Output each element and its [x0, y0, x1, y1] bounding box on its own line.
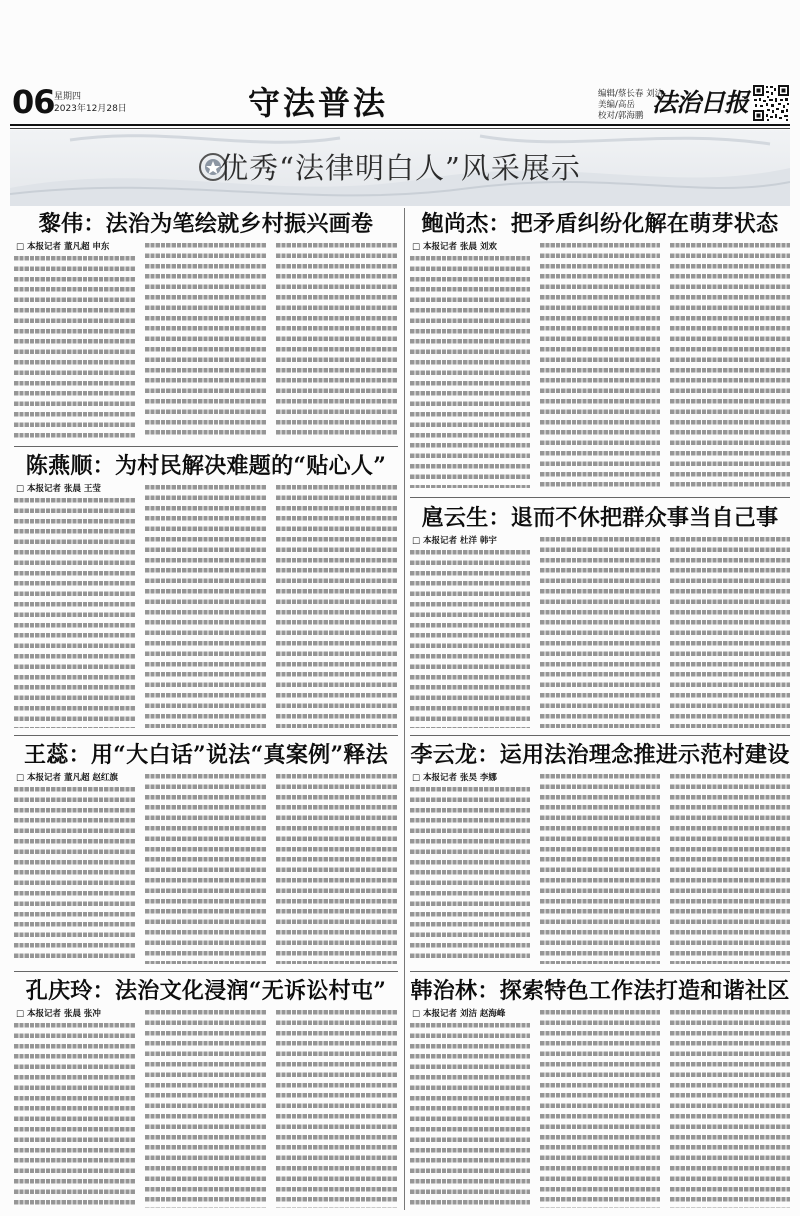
article-separator	[14, 446, 398, 447]
article-body-column	[670, 774, 790, 964]
article-body-column	[145, 485, 267, 728]
article-body-column	[276, 485, 398, 728]
article-byline: □ 本报记者 张昊 李娜	[412, 773, 497, 783]
article-headline: 陈燕顺：为村民解决难题的“贴心人”	[25, 453, 387, 479]
article-headline: 扈云生：退而不休把群众事当自己事	[421, 505, 779, 531]
article-body-column	[410, 256, 530, 488]
article-body-column	[276, 774, 398, 964]
section-title: 守法普法	[248, 84, 389, 122]
article-body-column	[14, 498, 136, 728]
article-headline: 黎伟：法治为笔绘就乡村振兴画卷	[38, 211, 374, 237]
article-body-column	[540, 774, 660, 964]
column-divider	[404, 208, 405, 1210]
article-body-column	[670, 1010, 790, 1208]
article-byline: □ 本报记者 董凡超 赵红旗	[16, 773, 118, 783]
article-body-column	[670, 537, 790, 728]
article-body-column	[410, 1023, 530, 1208]
article-separator	[14, 735, 398, 736]
banner-title: 优秀“法律明白人”风采展示	[219, 151, 581, 185]
article-headline: 孔庆玲：法治文化浸润“无诉讼村屯”	[25, 978, 387, 1004]
article-byline: □ 本报记者 董凡超 申东	[16, 242, 110, 252]
article-body-column	[540, 537, 660, 728]
header-rule	[10, 124, 790, 126]
article-body-column	[145, 1010, 267, 1208]
article-body-column	[14, 787, 136, 964]
weekday: 星期四	[54, 92, 82, 102]
credit-proofreader: 校对/郭海鹏	[598, 111, 644, 121]
article-body-column	[540, 243, 660, 488]
article-body-column	[410, 550, 530, 728]
article-body-column	[276, 243, 398, 438]
article-headline: 李云龙：运用法治理念推进示范村建设	[410, 742, 790, 768]
header-rule-thin	[10, 128, 790, 129]
article-byline: □ 本报记者 张晨 张冲	[16, 1009, 101, 1019]
page-number: 06	[12, 83, 55, 121]
article-byline: □ 本报记者 刘洁 赵海峰	[412, 1009, 506, 1019]
article-body-column	[670, 243, 790, 488]
article-byline: □ 本报记者 张晨 王莹	[16, 484, 101, 494]
article-body-column	[540, 1010, 660, 1208]
article-body-column	[14, 256, 136, 438]
credit-editor: 编辑/蔡长春 刘洁	[598, 89, 664, 99]
issue-date: 2023年12月28日	[54, 104, 127, 114]
masthead-logo: 法治日报	[652, 88, 749, 117]
article-separator	[14, 971, 398, 972]
qr-code-icon	[752, 84, 790, 122]
credit-designer: 美编/高岳	[598, 100, 635, 110]
article-byline: □ 本报记者 杜洋 韩宇	[412, 536, 497, 546]
article-body-column	[410, 787, 530, 964]
article-headline: 韩治林：探索特色工作法打造和谐社区	[410, 978, 790, 1004]
article-separator	[410, 735, 790, 736]
article-body-column	[276, 1010, 398, 1208]
article-separator	[410, 971, 790, 972]
feature-banner	[10, 130, 790, 206]
article-headline: 王蕊：用“大白话”说法“真案例”释法	[23, 742, 389, 768]
article-byline: □ 本报记者 张晨 刘欢	[412, 242, 497, 252]
article-body-column	[145, 243, 267, 438]
article-separator	[410, 497, 790, 498]
article-headline: 鲍尚杰：把矛盾纠纷化解在萌芽状态	[421, 211, 779, 237]
article-body-column	[14, 1023, 136, 1208]
article-body-column	[145, 774, 267, 964]
